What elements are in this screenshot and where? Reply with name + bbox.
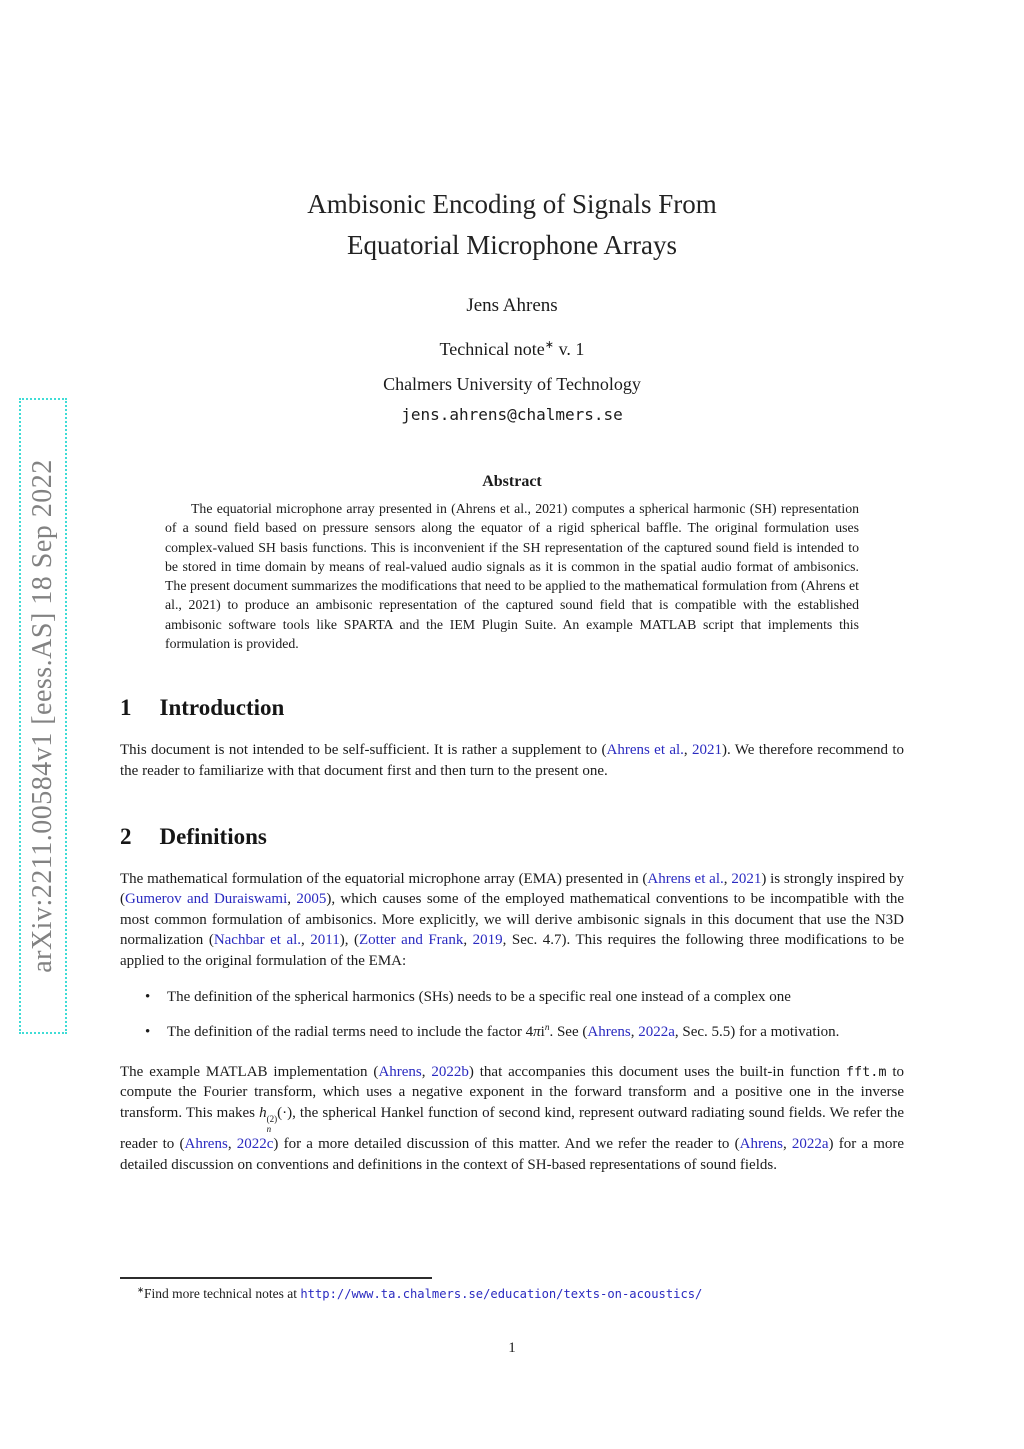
section-1-number: 1 xyxy=(120,695,132,721)
section-1-title: Introduction xyxy=(159,695,285,721)
footnote-rule xyxy=(120,1277,432,1279)
citation-link[interactable]: Ahrens et al. xyxy=(647,870,724,887)
citation-link[interactable]: 2022b xyxy=(431,1063,469,1080)
citation-link[interactable]: Ahrens xyxy=(587,1024,631,1041)
citation-link[interactable]: Zotter and Frank xyxy=(359,932,464,949)
modifications-list xyxy=(120,987,904,1043)
abstract-heading: Abstract xyxy=(482,473,542,490)
section-2-heading xyxy=(120,824,904,850)
technical-note: Technical note∗ v. 1 xyxy=(439,339,585,359)
affiliation: Chalmers University of Technology xyxy=(383,374,641,394)
abstract-text: The equatorial microphone array presented in (Ahrens et al., 2021) computes a spherical harmonic (SH) representation of a sound field based on pressure sensors along the equator of a rigid spherical baffle. The original formulation uses complex-valued SH basis functions. This is inconvenient if the SH representation of the captured sound field is intended to be stored in time domain by means of real-valued audio signals as it is common in the spatial audio format of ambisonics. The present document summarizes the modifications that need to be applied to the mathematical formulation from (Ahrens et al., 2021) to produce an ambisonic representation of the captured sound field that is compatible with the established ambisonic software tools like SPARTA and the IEM Plugin Suite. An example MATLAB script that implements this formulation is provided. xyxy=(165,501,859,652)
arxiv-id-text: arXiv:2211.00584v1 [eess.AS] 18 Sep 2022 xyxy=(27,459,58,973)
section-1-heading xyxy=(120,695,904,721)
matlab-paragraph: The example MATLAB implementation (Ahrens, 2022b) that accompanies this document uses the built-in function fft.m to compute the Fourier transform, which uses a negative exponent in the forward transform and a positive one in the inverse transform. This makes h (2) n (·), the spherical Hankel function of second kind, represent outward radiating sound fields. We refer the reader to (Ahrens, 2022c) for a more detailed discussion of this matter. And we refer the reader to (Ahrens, 2022a) for a more detailed discussion on conventions and definitions in the context of SH-based representations of sound fields. xyxy=(120,1063,905,1173)
paper-title-line1: Ambisonic Encoding of Signals From xyxy=(307,189,717,219)
paper-title-line2: Equatorial Microphone Arrays xyxy=(347,230,677,260)
citation-link[interactable]: Ahrens xyxy=(378,1063,422,1080)
email-address: jens.ahrens@chalmers.se xyxy=(401,405,623,424)
paper-title xyxy=(120,184,904,266)
citation-link[interactable]: 2022a xyxy=(638,1024,675,1041)
citation-link[interactable]: 2022c xyxy=(236,1136,274,1152)
intro-paragraph: This document is not intended to be self-sufficient. It is rather a supplement to (Ahrens et al., 2021). We therefore recommend to the reader to familiarize with that document first and then turn to the present one. xyxy=(120,742,905,779)
citation-link[interactable]: 2019 xyxy=(472,932,503,949)
citation-link[interactable]: 2021 xyxy=(692,742,722,759)
citation-link[interactable]: 2011 xyxy=(310,932,340,949)
url-link[interactable]: http://www.ta.chalmers.se/education/texts-on-acoustics/ xyxy=(300,1287,703,1301)
list-item: • The definition of the radial terms need to include the factor $4\pi i^n$. See (Ahrens, 2022a, Sec. 5.5) for a motivation. xyxy=(120,1022,904,1043)
footnote-text: ∗Find more technical notes at http://www.ta.chalmers.se/education/texts-on-acoustics/ xyxy=(137,1285,703,1301)
definitions-paragraph: The mathematical formulation of the equatorial microphone array (EMA) presented in (Ahrens et al., 2021) is strongly inspired by (Gumerov and Duraiswami, 2005), which causes some of the employed mathematical conventions to be incompatible with the most common formulation of ambisonics. More explicitly, we will derive ambisonic signals in this document that use the N3D normalization (Nachbar et al., 2011), (Zotter and Frank, 2019, Sec. 4.7). This requires the following three modifications to be applied to the original formulation of the EMA: xyxy=(120,870,905,969)
citation-link[interactable]: 2021 xyxy=(731,870,762,887)
citation-link[interactable]: 2022a xyxy=(791,1136,829,1152)
citation-link[interactable]: Gumerov and Duraiswami xyxy=(125,891,288,908)
citation-link[interactable]: 2005 xyxy=(296,891,327,908)
arxiv-watermark xyxy=(19,398,67,1034)
section-2-title: Definitions xyxy=(159,823,267,849)
author-name: Jens Ahrens xyxy=(466,295,558,316)
citation-link[interactable]: Nachbar et al. xyxy=(213,932,302,949)
section-2-number: 2 xyxy=(120,823,132,849)
citation-link[interactable]: Ahrens et al. xyxy=(606,742,684,759)
page-number: 1 xyxy=(508,1340,516,1356)
list-item: • The definition of the spherical harmonics (SHs) needs to be a specific real one instead of a complex one xyxy=(120,987,904,1008)
math-sub-sup: (2) n xyxy=(266,1113,278,1134)
citation-link[interactable]: Ahrens xyxy=(739,1136,783,1152)
citation-link[interactable]: Ahrens xyxy=(184,1136,228,1152)
